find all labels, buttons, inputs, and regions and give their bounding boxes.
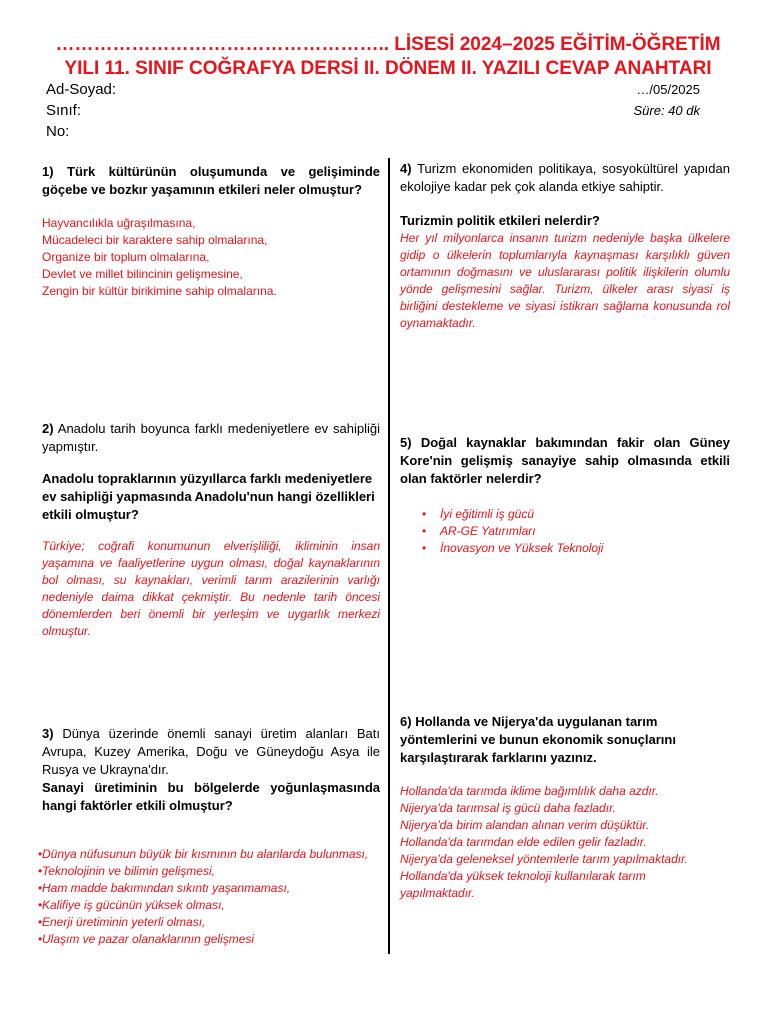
question-6-number: 6): [400, 714, 412, 729]
question-4-intro-text: Turizm ekonomiden politikaya, sosyokültürel yapıdan ekolojiye kadar pek çok alanda etkiye sahiptir.: [400, 161, 730, 194]
question-5-number: 5): [400, 435, 412, 450]
question-1-number: 1): [42, 164, 54, 179]
exam-date: …/05/2025: [636, 82, 700, 97]
exam-duration: Süre: 40 dk: [633, 103, 700, 118]
question-1-answer: [42, 215, 380, 300]
answer-line: Nijerya'da birim alandan alınan verim düşüktür.: [400, 818, 650, 832]
answer-bullet: • Ulaşım ve pazar olanaklarının gelişmesi: [32, 931, 380, 948]
question-6-answer: [400, 783, 730, 902]
answer-line: Mücadeleci bir karaktere sahip olmalarına,: [42, 233, 268, 247]
answer-bullet: • Teknolojinin ve bilimin gelişmesi,: [32, 863, 380, 880]
question-5-prompt: [400, 434, 730, 488]
question-1-text: Türk kültürünün oluşumunda ve gelişiminde göçebe ve bozkır yaşamının etkileri neler olmuştur?: [42, 164, 380, 197]
name-label: Ad-Soyad:: [46, 81, 117, 98]
question-3: [42, 725, 380, 815]
answer-line: Nijerya'da geleneksel yöntemlerle tarım yapılmaktadır.: [400, 852, 688, 866]
question-5-answer: [400, 506, 730, 557]
question-3-number: 3): [42, 726, 54, 741]
question-6: [400, 713, 730, 902]
column-divider: [388, 158, 390, 954]
answer-line: Zengin bir kültür birikimine sahip olmalarına.: [42, 284, 277, 298]
question-4-answer: Her yıl milyonlarca insanın turizm nedeniyle başka ülkelere gidip o ülkelerin toplumlarıyla kaynaşması karşılıklı güven ortamının doğmasını ve uluslararası politik ilişkilerin olumlu yönde gelişmesini sağlar. Turizm, ülkeler arası siyasi iş birliğini destekleme ve siyasi istikrarı sağlama konusunda rol oynamaktadır.: [400, 231, 730, 330]
answer-bullet: • Dünya nüfusunun büyük bir kısmının bu alanlarda bulunması,: [32, 846, 380, 863]
question-2-prompt: Anadolu topraklarının yüzyıllarca farklı medeniyetlere ev sahipliği yapmasında Anadolu'nun hangi özellikleri etkili olmuştur?: [42, 471, 375, 522]
answer-bullet: • Ham madde bakımından sıkıntı yaşanmaması,: [32, 880, 380, 897]
question-2-number: 2): [42, 421, 54, 436]
answer-line: Hayvancılıkla uğraşılmasına,: [42, 216, 196, 230]
question-6-prompt: [400, 713, 730, 767]
question-5: [400, 434, 730, 557]
exam-title-line1: …………………………………………….. LİSESİ 2024–2025 EĞİTİM-ÖĞRETİM: [55, 34, 721, 55]
answer-line: Organize bir toplum olmalarına,: [42, 250, 210, 264]
answer-line: Hollanda'da tarımdan elde edilen gelir fazladır.: [400, 835, 647, 849]
answer-line: Devlet ve millet bilincinin gelişmesine,: [42, 267, 243, 281]
question-3-prompt: Sanayi üretiminin bu bölgelerde yoğunlaşmasında hangi faktörler etkili olmuştur?: [42, 780, 380, 813]
question-4-prompt: Turizmin politik etkileri nelerdir?: [400, 213, 600, 228]
question-4-number: 4): [400, 161, 412, 176]
question-2-answer: Türkiye; coğrafi konumunun elverişliliği, ikliminin insan yaşamına ve faaliyetlerine uygun olması, doğal kaynaklarının bol olması, su kaynakları, verimli tarım arazilerinin varlığı nedeniyle daima dikkat çekmiştir. Bu nedenle tarih öncesi dönemlerden beri önemli bir yerleşim ve uygarlık merkezi olmuştur.: [42, 539, 380, 638]
answer-line: Hollanda'da yüksek teknoloji kullanılarak tarım yapılmaktadır.: [400, 869, 646, 900]
answer-bullet: • Kalifiye iş gücünün yüksek olması,: [32, 897, 380, 914]
answer-bullet: • İnovasyon ve Yüksek Teknoloji: [414, 540, 730, 557]
question-4: [400, 160, 730, 332]
question-1-prompt: [42, 163, 380, 199]
exam-title-line2: YILI 11. SINIF COĞRAFYA DERSİ II. DÖNEM II. YAZILI CEVAP ANAHTARI: [64, 58, 712, 79]
answer-bullet: • AR-GE Yatırımları: [414, 523, 730, 540]
question-1: [42, 163, 380, 300]
answer-line: Hollanda'da tarımda iklime bağımlılık daha azdır.: [400, 784, 659, 798]
answer-bullet: • İyi eğitimli iş gücü: [414, 506, 730, 523]
question-3-answer: [32, 846, 380, 948]
question-2-intro: [42, 420, 380, 456]
question-3-intro: [42, 725, 380, 779]
question-2-intro-text: Anadolu tarih boyunca farklı medeniyetlere ev sahipliği yapmıştır.: [42, 421, 380, 454]
class-label: Sınıf:: [46, 102, 82, 119]
question-5-text: Doğal kaynaklar bakımından fakir olan Güney Kore'nin gelişmiş sanayiye sahip olmasında etkili olan faktörler nelerdir?: [400, 435, 730, 486]
question-2: [42, 420, 380, 640]
number-label: No:: [46, 123, 70, 140]
answer-line: Nijerya'da tarımsal iş gücü daha fazladır.: [400, 801, 616, 815]
question-4-intro: [400, 160, 730, 196]
question-3-intro-text: Dünya üzerinde önemli sanayi üretim alanları Batı Avrupa, Kuzey Amerika, Doğu ve Güneydoğu Asya ile Rusya ve Ukrayna'dır.: [42, 726, 380, 777]
question-6-text: Hollanda ve Nijerya'da uygulanan tarım yöntemlerini ve bunun ekonomik sonuçlarını karşılaştırarak farklarını yazınız.: [400, 714, 676, 765]
answer-bullet: • Enerji üretiminin yeterli olması,: [32, 914, 380, 931]
